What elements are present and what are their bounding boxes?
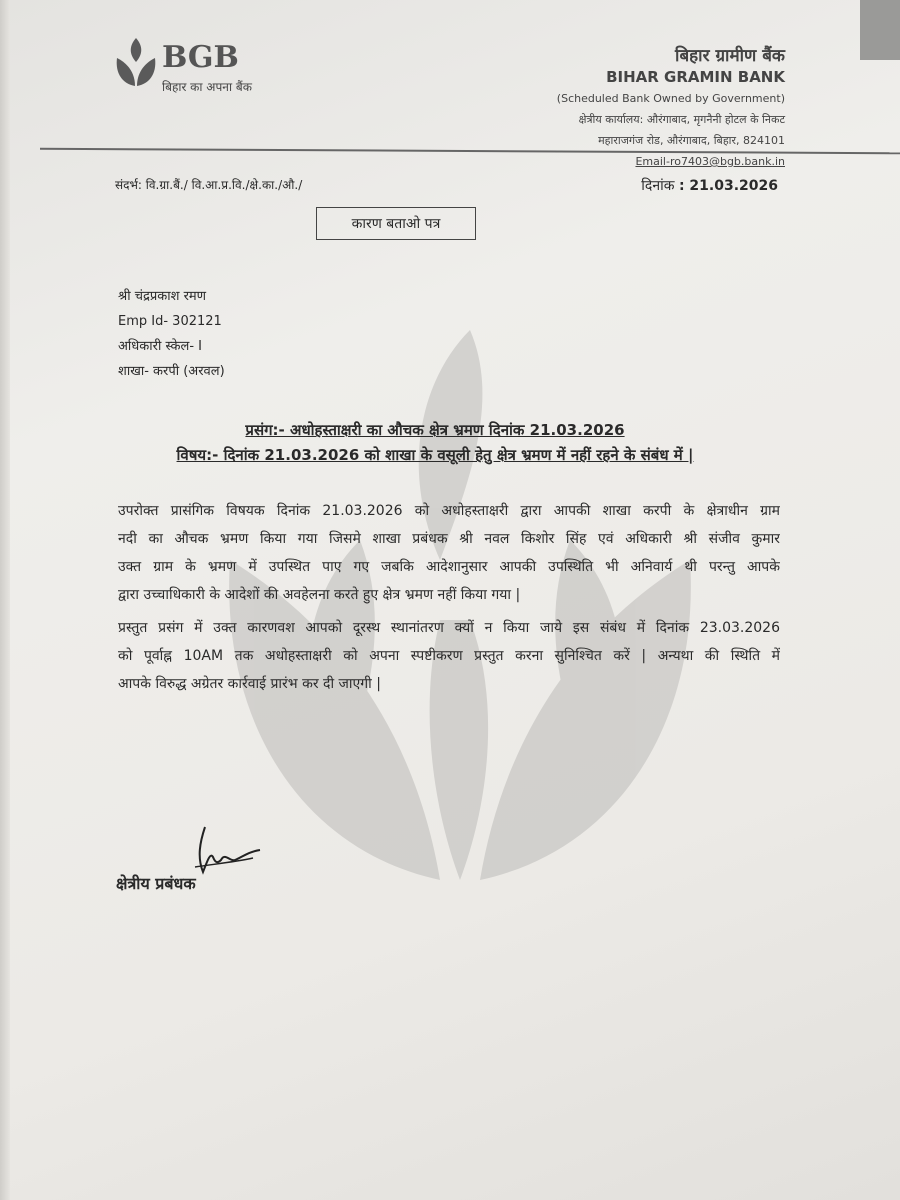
subject-text: विषय:- दिनांक 21.03.2026 को शाखा के वसूली हेतु क्षेत्र भ्रमण में नहीं रहने के संबंध में |: [176, 446, 694, 464]
body-paragraph-1: [118, 497, 780, 609]
addressee-block: [118, 284, 225, 384]
bgb-logo-icon: [115, 38, 157, 88]
paragraph-line: नदी का औचक भ्रमण किया गया जिसमे शाखा प्रबंधक श्री नवल किशोर सिंह एवं अधिकारी श्री संजीव कुमार: [118, 531, 780, 547]
paragraph-line: उक्त ग्राम के भ्रमण में उपस्थित पाए गए जबकि आदेशानुसार आपकी उपस्थिति भी अनिवार्य थी परन्तु आपके: [118, 559, 780, 575]
body-paragraph-2: [118, 614, 780, 698]
bank-name-english: BIHAR GRAMIN BANK: [606, 68, 785, 86]
letter-date: [641, 176, 778, 195]
logo-tagline: बिहार का अपना बैंक: [162, 80, 252, 94]
context-line: [100, 420, 770, 440]
bank-name-hindi: बिहार ग्रामीण बैंक: [675, 46, 785, 66]
addressee-scale: अधिकारी स्केल- I: [118, 339, 202, 354]
addressee-name: श्री चंद्रप्रकाश रमण: [118, 289, 207, 304]
letter-type-box: कारण बताओ पत्र: [316, 207, 476, 240]
addressee-emp-id: Emp Id- 302121: [118, 314, 222, 329]
date-label: दिनांक: [641, 178, 675, 194]
paragraph-line: आपके विरुद्ध अग्रेतर कार्रवाई प्रारंभ कर दी जाएगी |: [118, 676, 381, 692]
bank-subtitle: (Scheduled Bank Owned by Government): [556, 92, 785, 105]
addressee-branch: शाखा- करपी (अरवल): [118, 364, 225, 379]
office-line-1: क्षेत्रीय कार्यालय: औरंगाबाद, मृगनैनी होटल के निकट: [578, 113, 785, 126]
paragraph-line: उपरोक्त प्रासंगिक विषयक दिनांक 21.03.2026 को अधोहस्ताक्षरी द्वारा आपकी शाखा करपी के क्षेत्राधीन ग्राम: [118, 503, 780, 519]
logo-text: BGB: [162, 40, 239, 75]
paragraph-line: को पूर्वाह्न 10AM तक अधोहस्ताक्षरी को अपना स्पष्टीकरण प्रस्तुत करना सुनिश्चित करें | अन्यथा की स्थिति में: [118, 648, 780, 664]
date-value: : 21.03.2026: [678, 178, 778, 194]
context-text: प्रसंग:- अधोहस्ताक्षरी का औचक क्षेत्र भ्रमण दिनांक 21.03.2026: [245, 421, 625, 439]
paragraph-line: द्वारा उच्चाधिकारी के आदेशों की अवहेलना करते हुए क्षेत्र भ्रमण नहीं किया गया |: [118, 587, 521, 603]
email-link[interactable]: Email-ro7403@bgb.bank.in: [635, 155, 785, 168]
office-line-2: महाराजगंज रोड, औरंगाबाद, बिहार, 824101: [598, 134, 785, 147]
reference-number: संदर्भ: वि.ग्रा.बैं./ वि.आ.प्र.वि./क्षे.का./औ./: [115, 178, 303, 192]
paragraph-line: प्रस्तुत प्रसंग में उक्त कारणवश आपको दूरस्थ स्थानांतरण क्यों न किया जाये इस संबंध में दिनांक 23.03.2026: [118, 620, 780, 636]
subject-line: [100, 445, 770, 465]
signatory-title: क्षेत्रीय प्रबंधक: [116, 874, 196, 893]
